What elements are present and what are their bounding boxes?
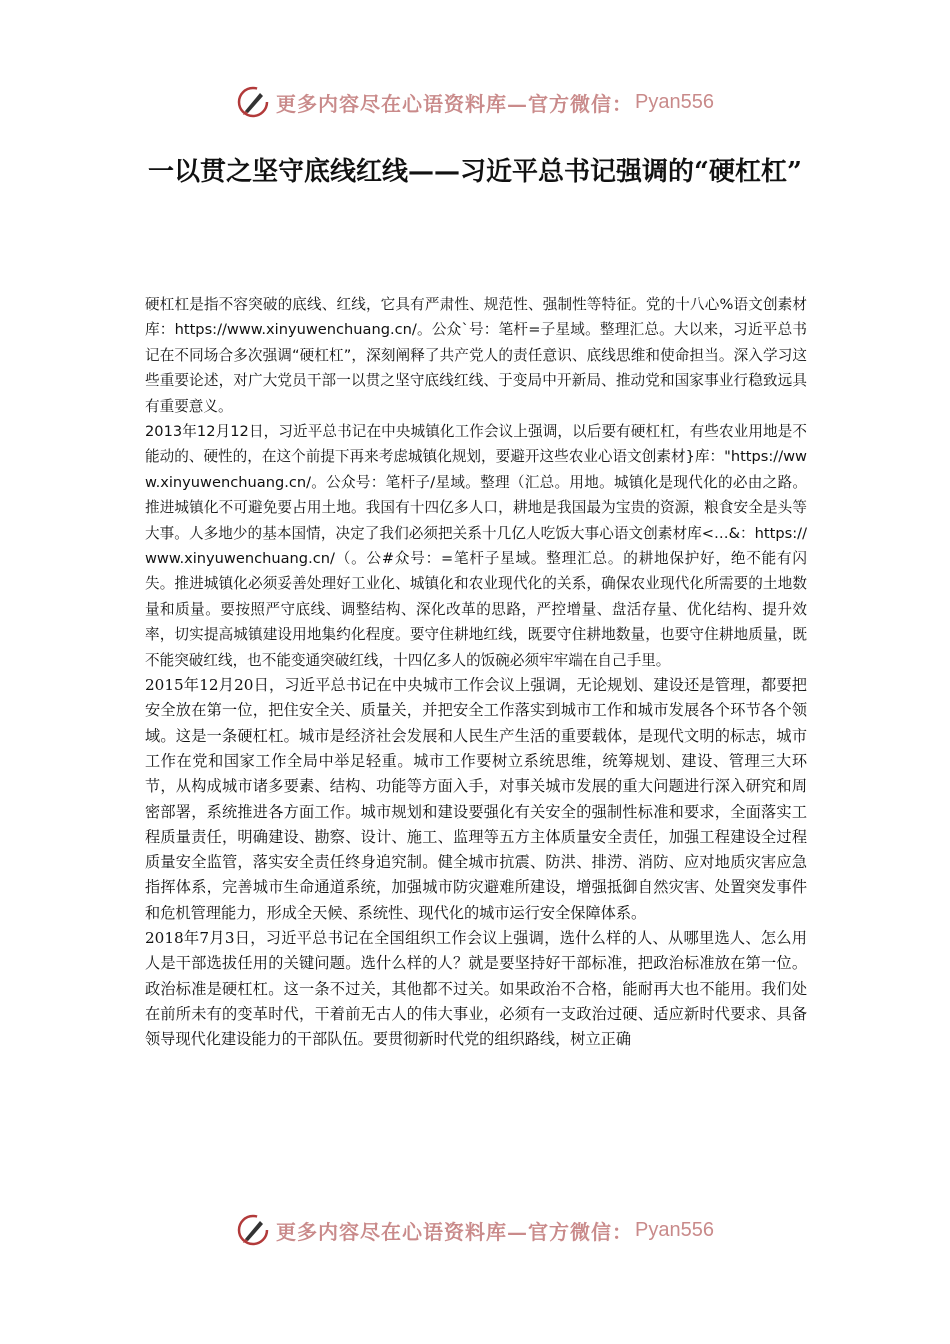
footer-banner bbox=[0, 1210, 950, 1250]
banner-text: 更多内容尽在心语资料库—官方微信： bbox=[276, 1219, 634, 1244]
wechat-id: Pyan556 bbox=[635, 1218, 714, 1241]
paragraph-1: 硬杠杠是指不容突破的底线、红线，它具有严肃性、规范性、强制性等特征。党的十八心%语文创素材库：https://www.xinyuwenchuang.cn/。公众`号：笔杆=子星域。整理汇总。大以来，习近平总书记在不同场合多次强调“硬杠杠”，深刻阐释了共产党人的责任意识、底线思维和使命担当。深入学习这些重要论述，对广大党员干部一以贯之坚守底线红线、于变局中开新局、推动党和国家事业行稳致远具有重要意义。 bbox=[145, 296, 807, 415]
banner-text: 更多内容尽在心语资料库—官方微信： bbox=[276, 91, 634, 116]
wechat-id: Pyan556 bbox=[635, 90, 714, 113]
article-body bbox=[145, 292, 807, 1053]
header-banner bbox=[0, 82, 950, 122]
paragraph-2: 2013年12月12日，习近平总书记在中央城镇化工作会议上强调，以后要有硬杠杠，有些农业用地是不能动的、硬性的，在这个前提下再来考虑城镇化规划，要避开这些农业心语文创素材}库："https://www.xinyuwenchuang.cn/。公众号：笔杆子/星域。整理（汇总。用地。城镇化是现代化的必由之路。推进城镇化不可避免要占用土地。我国有十四亿多人口，耕地是我国最为宝贵的资源，粮食安全是头等大事。人多地少的基本国情，决定了我们必须把关系十几亿人吃饭大事心语文创素材库<…&：https://www.xinyuwenchuang.cn/（。公#众号：=笔杆子星域。整理汇总。的耕地保护好，绝不能有闪失。推进城镇化必须妥善处理好工业化、城镇化和农业现代化的关系，确保农业现代化所需要的土地数量和质量。要按照严守底线、调整结构、深化改革的思路，严控增量、盘活存量、优化结构、提升效率，切实提高城镇建设用地集约化程度。要守住耕地红线，既要守住耕地数量，也要守住耕地质量，既不能突破红线，也不能变通突破红线，十四亿多人的饭碗必须牢牢端在自己手里。 bbox=[145, 423, 807, 669]
pen-logo-icon bbox=[236, 85, 270, 119]
pen-logo-icon bbox=[236, 1213, 270, 1247]
paragraph-4: 2018年7月3日，习近平总书记在全国组织工作会议上强调，选什么样的人、从哪里选人、怎么用人是干部选拔任用的关键问题。选什么样的人？就是要坚持好干部标准，把政治标准放在第一位。政治标准是硬杠杠。这一条不过关，其他都不过关。如果政治不合格，能耐再大也不能用。我们处在前所未有的变革时代，干着前无古人的伟大事业，必须有一支政治过硬、适应新时代要求、具备领导现代化建设能力的干部队伍。要贯彻新时代党的组织路线，树立正确 bbox=[145, 929, 807, 1049]
page-title: 一以贯之坚守底线红线——习近平总书记强调的“硬杠杠” bbox=[148, 157, 802, 187]
paragraph-3: 2015年12月20日，习近平总书记在中央城市工作会议上强调，无论规划、建设还是管理，都要把安全放在第一位，把住安全关、质量关，并把安全工作落实到城市工作和城市发展各个环节各个领域。这是一条硬杠杠。城市是经济社会发展和人民生产生活的重要载体，是现代文明的标志，城市工作在党和国家工作全局中举足轻重。城市工作要树立系统思维，统筹规划、建设、管理三大环节，从构成城市诸多要素、结构、功能等方面入手，对事关城市发展的重大问题进行深入研究和周密部署，系统推进各方面工作。城市规划和建设要强化有关安全的强制性标准和要求，全面落实工程质量责任，明确建设、勘察、设计、施工、监理等五方主体质量安全责任，加强工程建设全过程质量安全监管，落实安全责任终身追究制。健全城市抗震、防洪、排涝、消防、应对地质灾害应急指挥体系，完善城市生命通道系统，加强城市防灾避难所建设，增强抵御自然灾害、处置突发事件和危机管理能力，形成全天候、系统性、现代化的城市运行安全保障体系。 bbox=[145, 676, 807, 922]
